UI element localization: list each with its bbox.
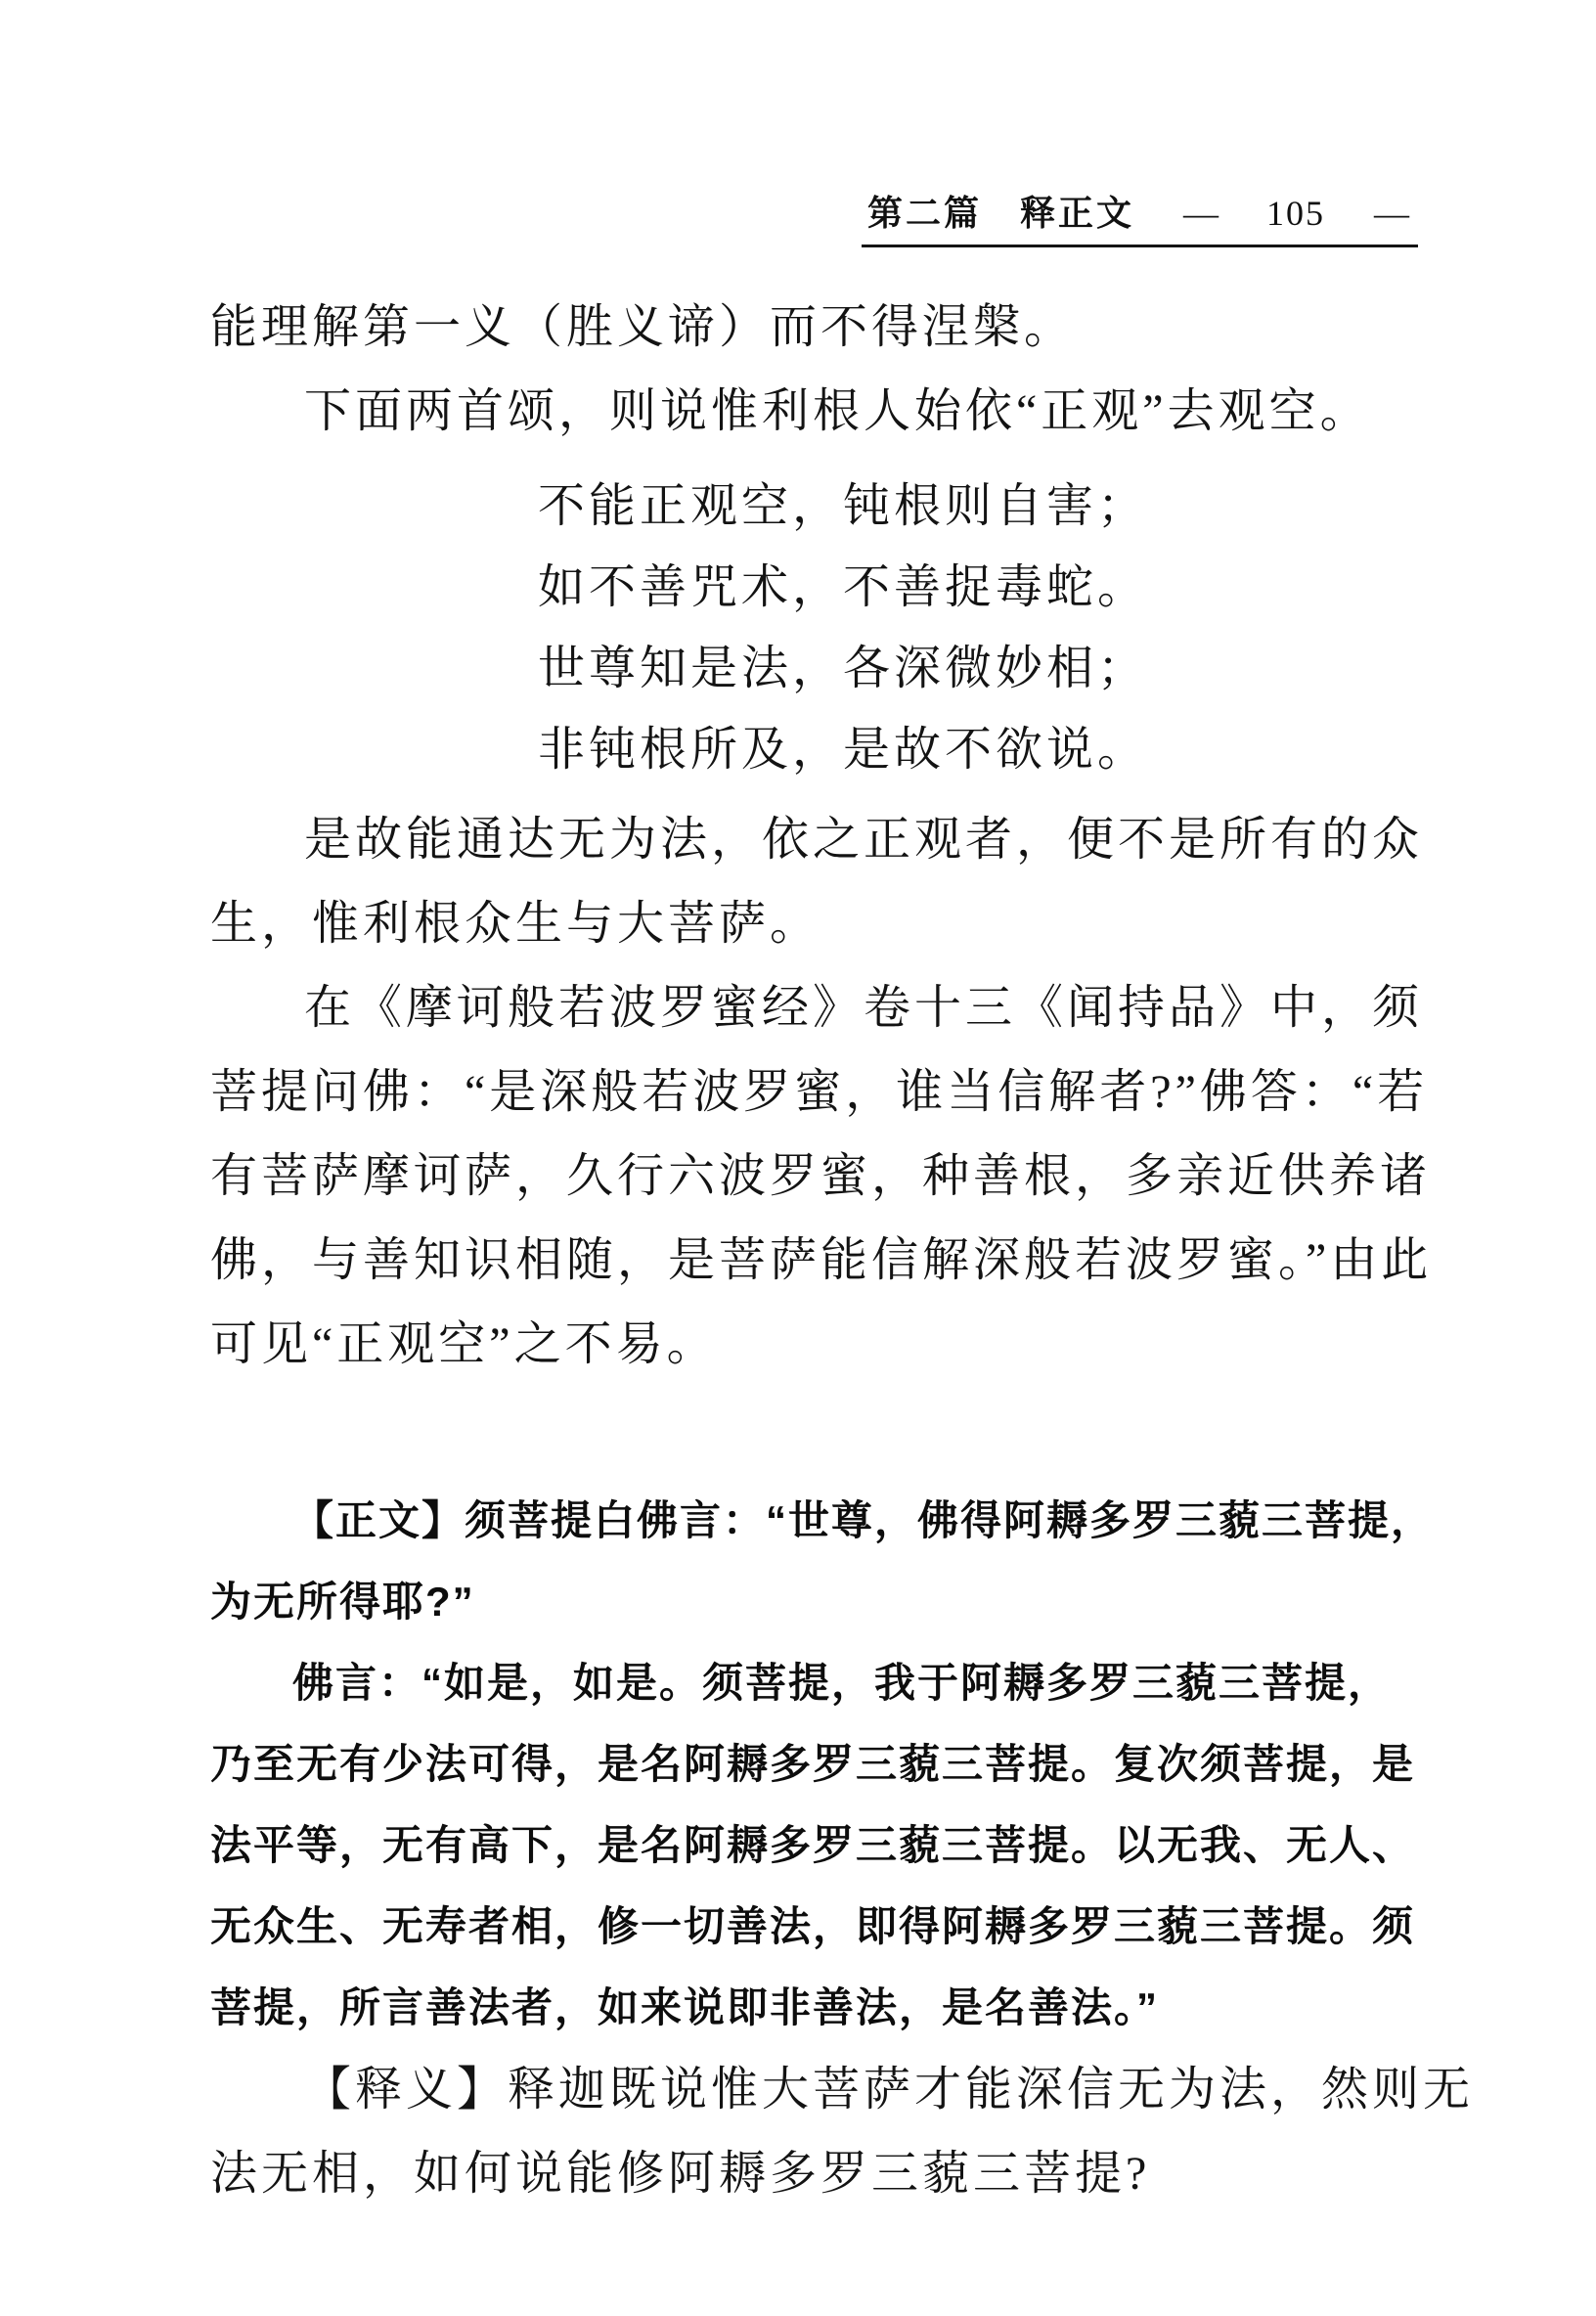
text-line: 非钝根所及，是故不欲说。 [538, 724, 1149, 776]
text-line: 乃至无有少法可得，是名阿耨多罗三藐三菩提。复次须菩提，是 [210, 1741, 1416, 1787]
text-line: 【正文】须菩提白佛言：“世尊，佛得阿耨多罗三藐三菩提， [292, 1497, 1435, 1543]
text-line: 菩提问佛：“是深般若波罗蜜，谁当信解者?”佛答：“若 [210, 1066, 1429, 1118]
text-line: 生，惟利根众生与大菩萨。 [210, 898, 821, 950]
text-line: 为无所得耶?” [210, 1579, 475, 1625]
text-line: 不能正观空，钝根则自害； [538, 480, 1149, 532]
text-line: 是故能通达无为法，依之正观者，便不是所有的众 [304, 814, 1424, 866]
text-line: 无众生、无寿者相，修一切善法，即得阿耨多罗三藐三菩提。须 [210, 1903, 1416, 1949]
text-line: 佛，与善知识相随，是菩萨能信解深般若波罗蜜。”由此 [210, 1234, 1433, 1286]
chapter-title: 第二篇 释正文 [866, 194, 1134, 233]
header-dash-right: — [1374, 194, 1412, 233]
text-line: 【释义】释迦既说惟大菩萨才能深信无为法，然则无 [304, 2064, 1475, 2116]
text-line: 可见“正观空”之不易。 [210, 1318, 718, 1370]
text-line: 下面两首颂，则说惟利根人始依“正观”去观空。 [304, 385, 1371, 437]
paragraph-spacer [210, 1387, 1442, 1480]
text-line: 法无相，如何说能修阿耨多罗三藐三菩提? [210, 2148, 1151, 2200]
header-dash-left: — [1183, 194, 1221, 233]
text-line: 能理解第一义（胜义谛）而不得涅槃。 [210, 301, 1076, 353]
text-line: 佛言：“如是，如是。须菩提，我于阿耨多罗三藐三菩提， [292, 1660, 1392, 1706]
text-line: 菩提，所言善法者，如来说即非善法，是名善法。” [210, 1984, 1160, 2030]
text-line: 世尊知是法，各深微妙相； [538, 643, 1149, 694]
page-number: 105 [1266, 194, 1325, 233]
page-header [862, 194, 1418, 247]
text-content [210, 286, 1475, 2216]
text-line: 在《摩诃般若波罗蜜经》卷十三《闻持品》中，须 [304, 982, 1424, 1034]
text-line: 如不善咒术，不善捉毒蛇。 [538, 561, 1149, 613]
text-line: 有菩萨摩诃萨，久行六波罗蜜，种善根，多亲近供养诸 [210, 1150, 1432, 1202]
text-line: 法平等，无有高下，是名阿耨多罗三藐三菩提。以无我、无人、 [210, 1822, 1416, 1868]
